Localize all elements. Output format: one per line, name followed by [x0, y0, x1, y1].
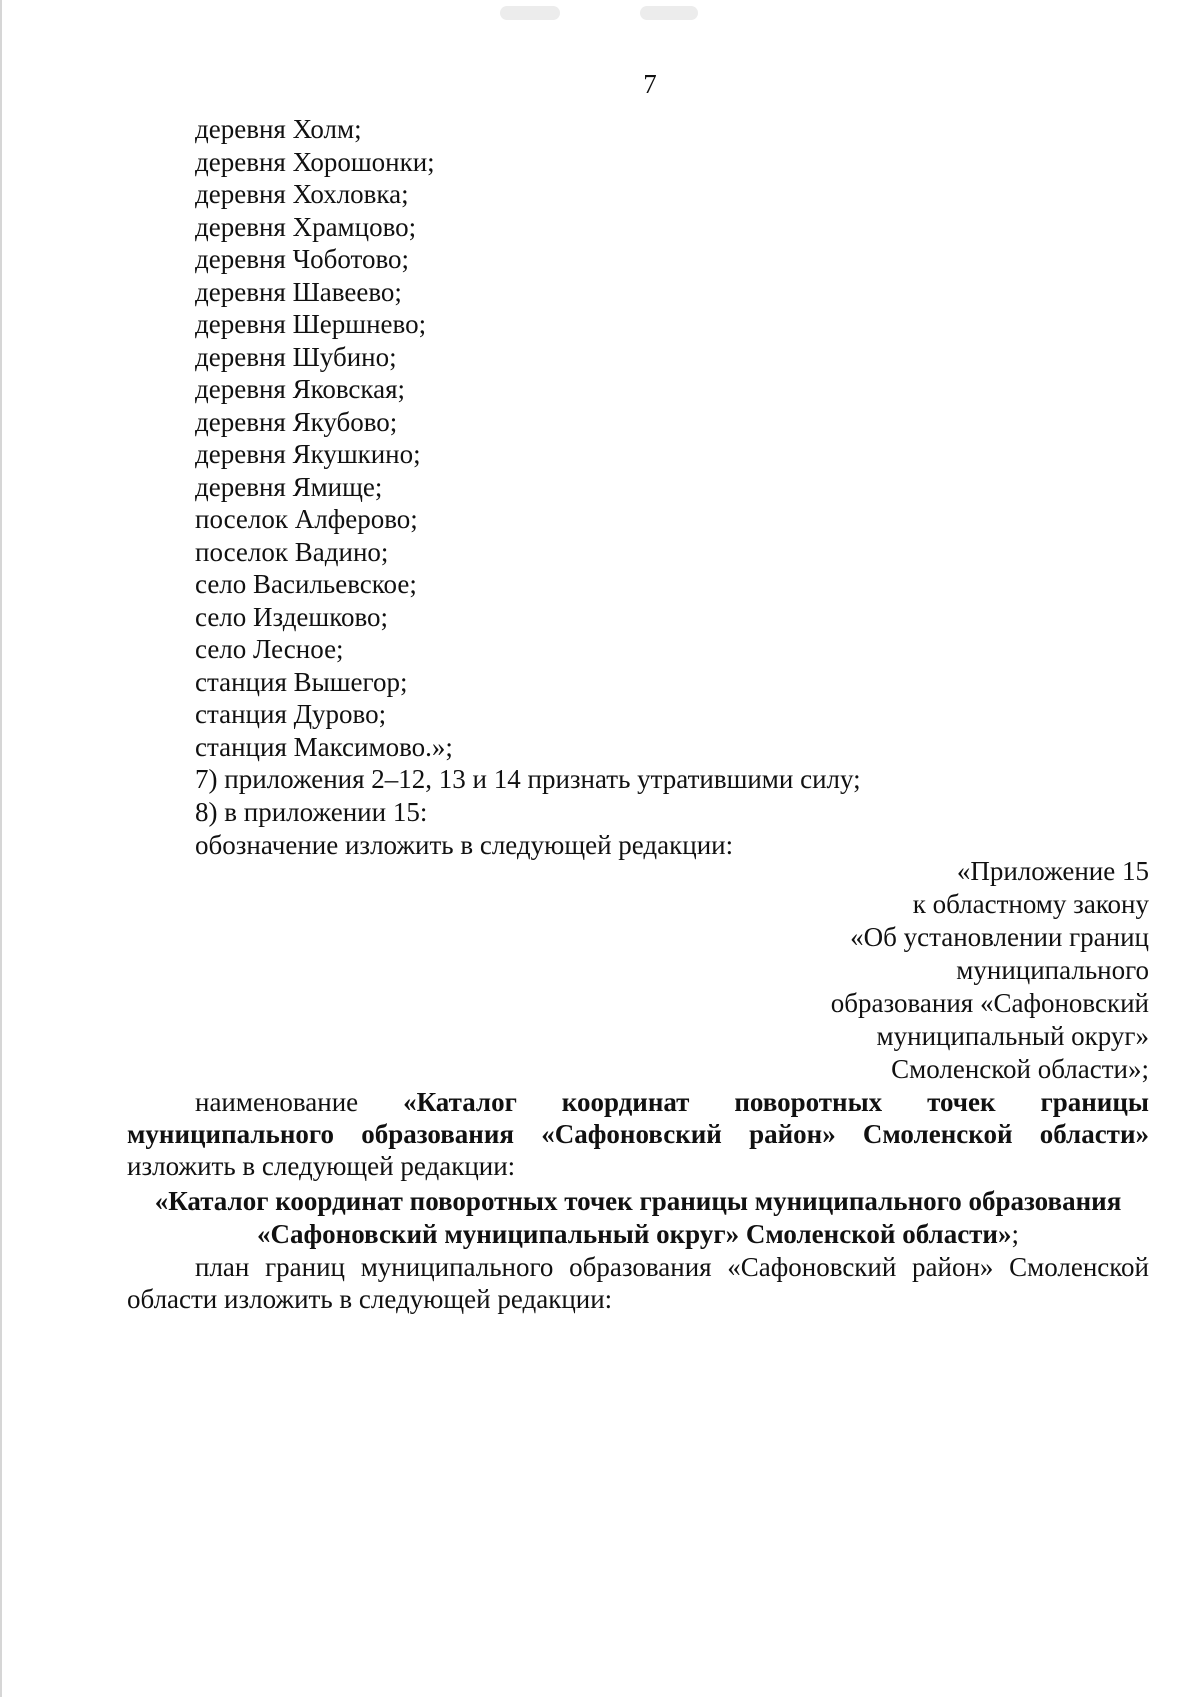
list-item: деревня Шубино;	[195, 341, 397, 372]
list-item: деревня Якубово;	[195, 406, 398, 437]
naming-lead: наименование	[195, 1087, 359, 1117]
list-item: село Издешково;	[195, 601, 389, 632]
naming-tail: изложить в следующей редакции:	[127, 1151, 516, 1181]
scan-smudge	[500, 6, 560, 20]
appendix-header-line: «Об установлении границ	[850, 922, 1149, 952]
new-title-line2: «Сафоновский муниципальный округ» Смоленской области»	[256, 1219, 1012, 1249]
list-item: деревня Хохловка;	[195, 179, 409, 209]
plan-line1: план границ муниципального образования «Сафоновский район» Смоленской	[195, 1252, 1149, 1282]
list-item: деревня Храмцово;	[195, 211, 417, 242]
appendix-header-line: муниципального	[956, 955, 1149, 985]
list-item: поселок Алферово;	[195, 504, 418, 534]
list-item: деревня Якушкино;	[195, 439, 421, 469]
list-item: станция Вышегор;	[195, 666, 408, 697]
old-title-part2: муниципального образования «Сафоновский район» Смоленской области»	[127, 1119, 1149, 1149]
page-number: 7	[643, 69, 657, 99]
appendix-header-line: образования «Сафоновский	[830, 988, 1149, 1018]
list-item: поселок Вадино;	[195, 536, 389, 567]
appendix-header	[831, 855, 1149, 1086]
list-item: станция Дурово;	[195, 699, 387, 729]
new-title-end: ;	[1011, 1219, 1020, 1249]
naming-paragraph-line1	[127, 1086, 1149, 1118]
item-8-text: 8) в приложении 15:	[195, 797, 428, 827]
list-item: деревня Холм;	[195, 114, 362, 144]
list-item: деревня Хорошонки;	[195, 146, 435, 177]
appendix-header-line: Смоленской области»;	[891, 1054, 1149, 1084]
settlement-list	[195, 113, 453, 763]
list-item: станция Максимово.»;	[195, 731, 453, 762]
list-item: деревня Ямище;	[195, 471, 383, 502]
appendix-header-line: «Приложение 15	[956, 856, 1149, 886]
scan-edge-line	[0, 0, 2, 1697]
appendix-header-line: муниципальный округ»	[876, 1021, 1149, 1051]
list-item: село Лесное;	[195, 634, 344, 664]
appendix-header-line: к областному закону	[912, 889, 1149, 919]
new-title-line1: «Каталог координат поворотных точек границы муниципального образования	[154, 1186, 1122, 1216]
list-item: деревня Яковская;	[195, 374, 406, 404]
list-item: деревня Чоботово;	[195, 244, 410, 274]
designation-intro: обозначение изложить в следующей редакции:	[195, 830, 734, 860]
list-item: деревня Шершнево;	[195, 309, 427, 339]
list-item: деревня Шавеево;	[195, 276, 402, 307]
item-7-text: 7) приложения 2–12, 13 и 14 признать утратившими силу;	[195, 764, 861, 794]
scan-smudge	[640, 6, 698, 20]
plan-line2: области изложить в следующей редакции:	[127, 1284, 613, 1314]
list-item: село Васильевское;	[195, 569, 417, 599]
old-title-part1: «Каталог координат поворотных точек границы	[403, 1087, 1149, 1117]
new-title-line2-wrap	[127, 1218, 1149, 1250]
